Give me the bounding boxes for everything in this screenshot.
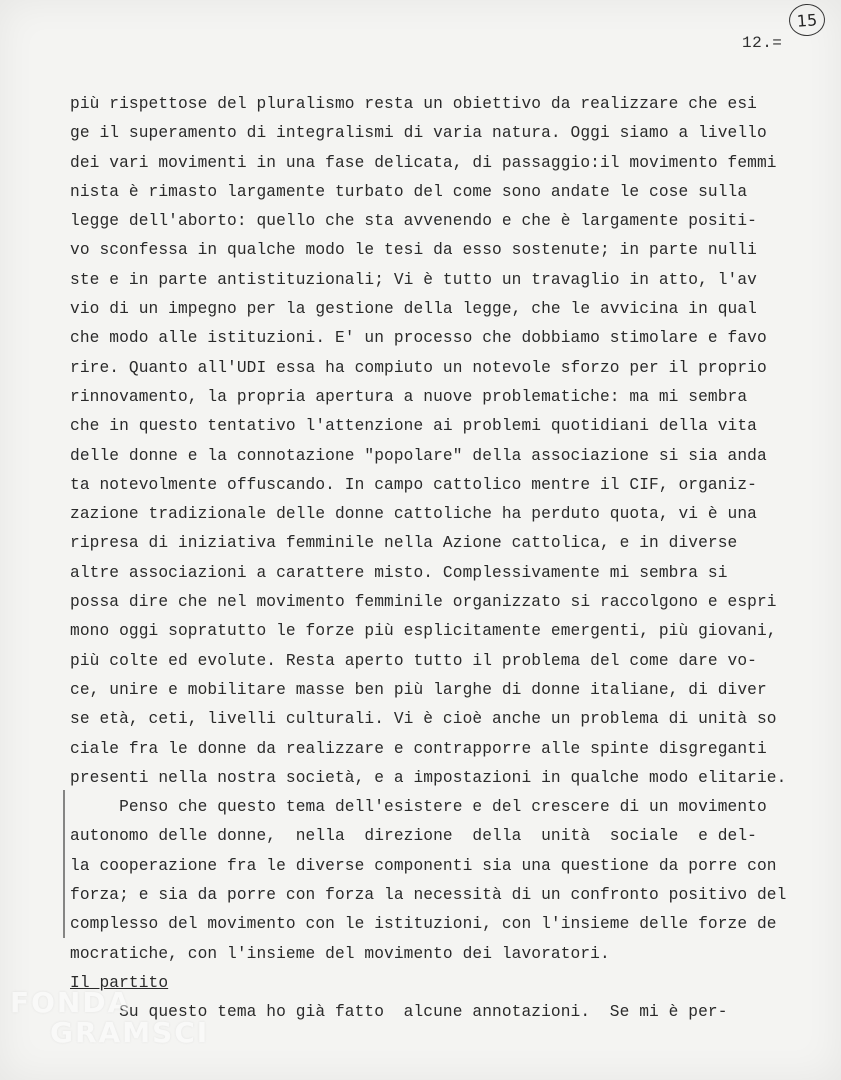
text-line: mono oggi sopratutto le forze più esplicitamente emergenti, più giovani, — [70, 622, 777, 641]
text-line: mocratiche, con l'insieme del movimento dei lavoratori. — [70, 944, 610, 963]
text-line: più colte ed evolute. Resta aperto tutto il problema del come dare vo- — [70, 651, 757, 670]
text-line: zazione tradizionale delle donne cattoliche ha perduto quota, vi è una — [70, 505, 757, 524]
text-line: ciale fra le donne da realizzare e contrapporre alle spinte disgreganti — [70, 739, 767, 758]
text-line: ta notevolmente offuscando. In campo cattolico mentre il CIF, organiz- — [70, 475, 757, 494]
text-line: complesso del movimento con le istituzioni, con l'insieme delle forze de — [70, 915, 777, 934]
text-line: autonomo delle donne, nella direzione della unità sociale e del- — [70, 827, 757, 846]
text-line: vo sconfessa in qualche modo le tesi da esso sostenute; in parte nulli — [70, 241, 757, 260]
text-line: dei vari movimenti in una fase delicata, di passaggio:il movimento femmi — [70, 153, 777, 172]
text-line: rinnovamento, la propria apertura a nuove problematiche: ma mi sembra — [70, 387, 748, 406]
watermark-line2: GRAMSCI — [50, 1016, 210, 1049]
text-line: forza; e sia da porre con forza la necessità di un confronto positivo del — [70, 886, 787, 905]
text-line: più rispettose del pluralismo resta un obiettivo da realizzare che esi — [70, 95, 757, 113]
text-line: legge dell'aborto: quello che sta avvenendo e che è largamente positi- — [70, 212, 757, 231]
archive-watermark — [0, 980, 220, 1060]
text-line: che in questo tentativo l'attenzione ai problemi quotidiani della vita — [70, 417, 757, 436]
text-line: vio di un impegno per la gestione della legge, che le avvicina in qual — [70, 300, 757, 319]
text-line: altre associazioni a carattere misto. Complessivamente mi sembra si — [70, 563, 728, 582]
text-line: ce, unire e mobilitare masse ben più larghe di donne italiane, di diver — [70, 680, 767, 699]
text-line: rire. Quanto all'UDI essa ha compiuto un notevole sforzo per il proprio — [70, 358, 767, 377]
text-line: ste e in parte antistituzionali; Vi è tutto un travaglio in atto, l'av — [70, 270, 757, 289]
text-line: se età, ceti, livelli culturali. Vi è cioè anche un problema di unità so — [70, 710, 777, 729]
typewritten-text — [70, 90, 810, 1028]
text-line: nista è rimasto largamente turbato del come sono andate le cose sulla — [70, 182, 748, 201]
text-line: ge il superamento di integralismi di varia natura. Oggi siamo a livello — [70, 124, 767, 143]
text-line: delle donne e la connotazione "popolare" della associazione si sia anda — [70, 446, 767, 465]
text-line: presenti nella nostra società, e a impostazioni in qualche modo elitarie. — [70, 768, 787, 787]
section-heading: Il partito — [70, 973, 169, 992]
margin-mark — [63, 790, 65, 938]
text-line: Su questo tema ho già fatto alcune annotazioni. Se mi è per- — [70, 1003, 728, 1022]
text-line: ripresa di iniziativa femminile nella Azione cattolica, e in diverse — [70, 534, 738, 553]
watermark-line1: FONDA — [10, 986, 132, 1019]
archive-page-stamp: 15 — [788, 3, 826, 37]
text-line: possa dire che nel movimento femminile organizzato si raccolgono e espri — [70, 593, 777, 612]
text-line: che modo alle istituzioni. E' un processo che dobbiamo stimolare e favo — [70, 329, 767, 348]
page-number: 12.= — [742, 34, 783, 52]
text-line: Penso che questo tema dell'esistere e del crescere di un movimento — [70, 798, 767, 817]
text-line: la cooperazione fra le diverse componenti sia una questione da porre con — [70, 856, 777, 875]
